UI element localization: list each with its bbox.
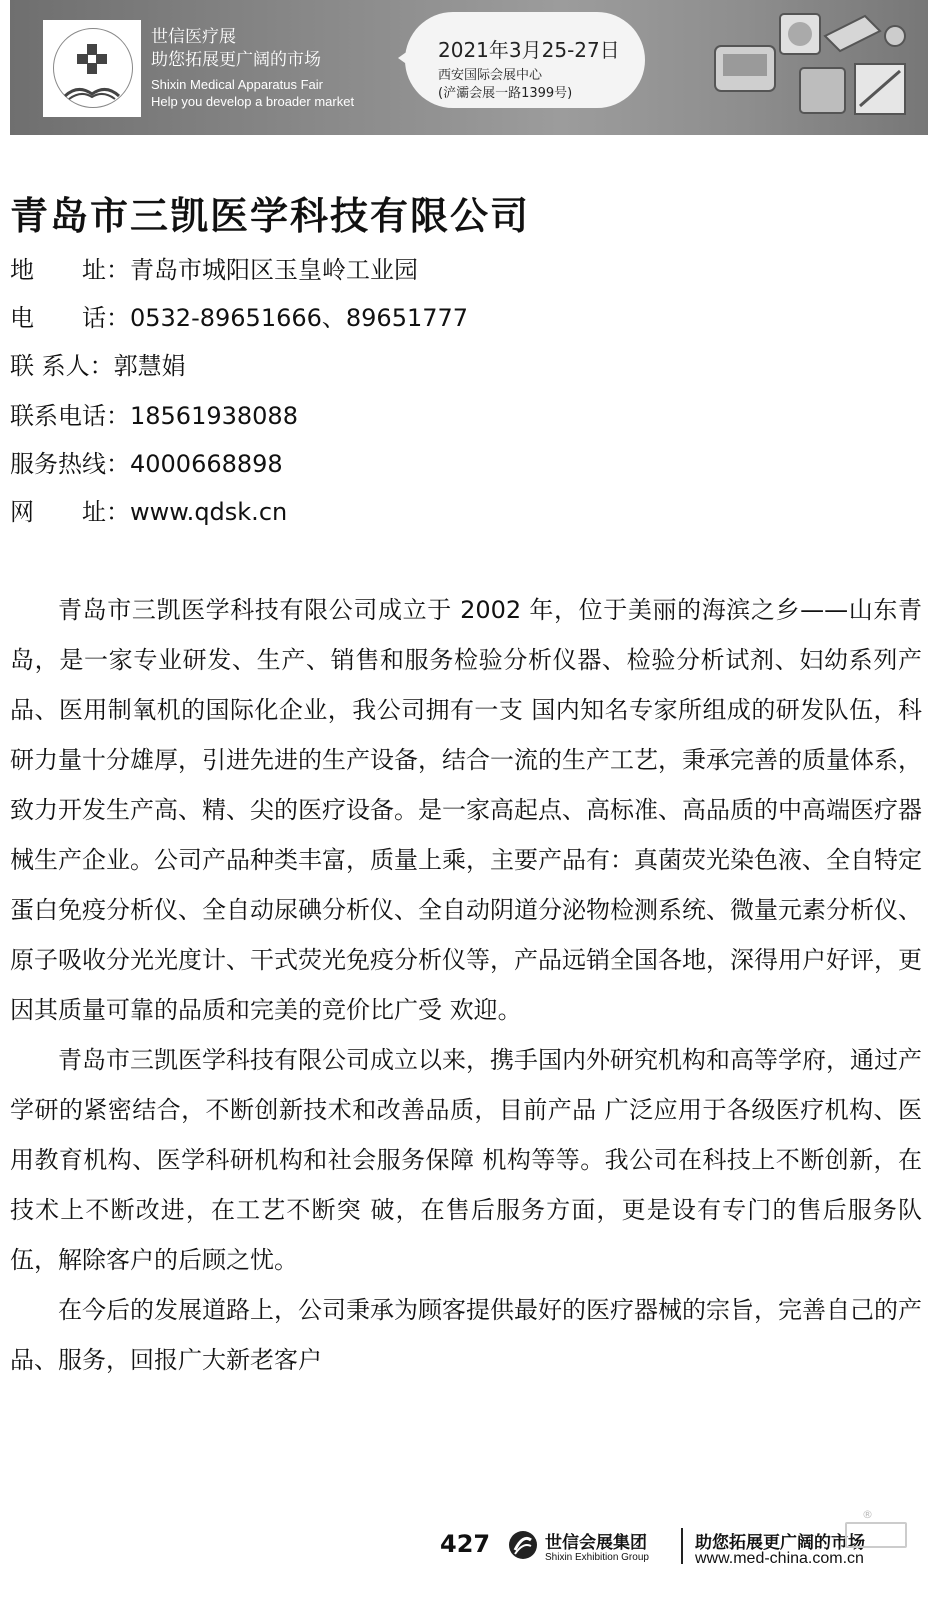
website-row [10, 492, 287, 527]
book-wing-icon [63, 82, 121, 100]
group-logo-icon [508, 1530, 538, 1560]
contact-phone-label: 联系电话： [10, 402, 130, 430]
address-label: 地 址： [10, 256, 130, 284]
registered-mark-icon: ® [862, 1508, 873, 1521]
address-value: 青岛市城阳区玉皇岭工业园 [130, 256, 418, 284]
footer-url[interactable]: www.med-china.com.cn [695, 1550, 864, 1567]
phone-label: 电 话： [10, 304, 130, 332]
footer-divider [681, 1528, 683, 1564]
watermark-logo [845, 1522, 907, 1548]
company-description [10, 585, 922, 1385]
hotline-label: 服务热线： [10, 450, 130, 478]
group-name-en: Shixin Exhibition Group [545, 1552, 649, 1563]
banner-venue: 西安国际会展中心 [438, 68, 543, 83]
address-row [10, 250, 418, 285]
banner-title-en-1: Shixin Medical Apparatus Fair [151, 77, 323, 92]
medical-cross-icon [77, 44, 107, 74]
hotline-value: 4000668898 [130, 450, 283, 478]
banner-address: (浐灞会展一路1399号) [438, 86, 573, 101]
paragraph-2: 青岛市三凯医学科技有限公司成立以来，携手国内外研究机构和高等学府，通过产学研的紧密结合，不断创新技术和改善品质，目前产品 广泛应用于各级医疗机构、医用教育机构、医学科研机构和社会服务保障 机构等等。我公司在科技上不断创新，在技术上不断改进，在工艺不断突 破，在售后服务方面，更是设有专门的售后服务队伍，解除客户的后顾之忧。 [10, 1046, 922, 1274]
banner-date: 2021年3月25-27日 [438, 38, 620, 62]
fair-logo [43, 20, 141, 117]
phone-row [10, 298, 468, 333]
contact-phone-row [10, 396, 298, 431]
contact-value: 郭慧娟 [113, 352, 186, 380]
banner-title-en-2: Help you develop a broader market [151, 94, 355, 109]
website-link[interactable]: www.qdsk.cn [130, 498, 288, 526]
page-number: 427 [440, 1530, 491, 1558]
paragraph-1: 青岛市三凯医学科技有限公司成立于 2002 年，位于美丽的海滨之乡——山东青岛，是一家专业研发、生产、销售和服务检验分析仪器、检验分析试剂、妇幼系列产品、医用制氧机的国际化企业，我公司拥有一支 国内知名专家所组成的研发队伍，科研力量十分雄厚，引进先进的生产设备，结合一流的生产工艺，秉承完善的质量体系，致力开发生产高、精、尖的医疗设备。是一家高起点、高标准、高品质的中高端医疗器械生产企业。公司产品种类丰富，质量上乘，主要产品有：真菌荧光染色液、全自特定蛋白免疫分析仪、全自动尿碘分析仪、全自动阴道分泌物检测系统、微量元素分析仪、原子吸收分光光度计、干式荧光免疫分析仪等，产品远销全国各地，深得用户好评，更因其质量可靠的品质和完美的竞价比广受 欢迎。 [10, 596, 922, 1024]
phone-value: 0532-89651666、89651777 [130, 304, 469, 332]
website-label: 网 址： [10, 498, 130, 526]
paragraph-3: 在今后的发展道路上，公司秉承为顾客提供最好的医疗器械的宗旨，完善自己的产品、服务，回报广大新老客户 [10, 1296, 922, 1374]
footer-slogan: 助您拓展更广阔的市场 [695, 1533, 865, 1553]
banner-title-cn-1: 世信医疗展 [151, 27, 236, 47]
contact-label: 联 系人： [10, 352, 114, 380]
exhibition-banner [10, 0, 928, 135]
banner-title-cn-2: 助您拓展更广阔的市场 [151, 50, 321, 70]
contact-phone-value: 18561938088 [130, 402, 298, 430]
group-name: 世信会展集团 [545, 1533, 647, 1553]
hotline-row [10, 444, 283, 479]
company-name: 青岛市三凯医学科技有限公司 [10, 194, 531, 238]
medical-devices-image [705, 6, 915, 126]
contact-row [10, 346, 186, 381]
